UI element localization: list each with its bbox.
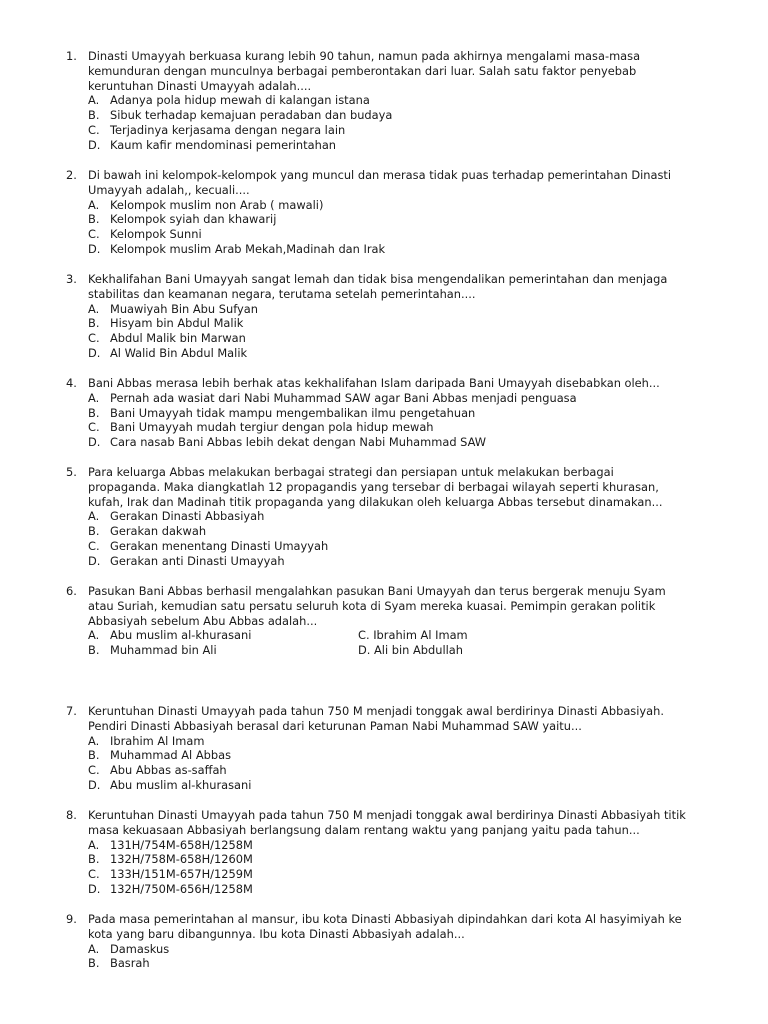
question-3 xyxy=(66,272,726,361)
option-c xyxy=(88,123,726,138)
option-a xyxy=(88,93,726,108)
question-text: Para keluarga Abbas melakukan berbagai strategi dan persiapan untuk melakukan berbagai propaganda. Maka diangkatlah 12 propagandis yang tersebar di berbagai wilayah seperti khurasan, kufah, Irak dan Madinah titik propaganda yang dilakukan oleh keluarga Abbas tersebut dinamakan... xyxy=(88,465,663,509)
option-c xyxy=(88,763,726,778)
question-6 xyxy=(66,584,726,658)
option-list xyxy=(88,198,726,257)
option-a xyxy=(88,942,726,957)
option-list xyxy=(88,93,726,152)
option-text: Muawiyah Bin Abu Sufyan xyxy=(110,301,258,316)
option-list xyxy=(88,942,726,972)
option-b xyxy=(88,406,726,421)
option-text: Gerakan menentang Dinasti Umayyah xyxy=(110,538,329,553)
option-text: Kelompok muslim non Arab ( mawali) xyxy=(110,197,324,212)
option-d xyxy=(88,346,726,361)
option-letter: B. xyxy=(88,405,100,420)
option-c xyxy=(88,539,726,554)
option-letter: A. xyxy=(88,733,100,748)
option-list xyxy=(88,734,726,793)
option-b xyxy=(88,748,726,763)
option-text: Gerakan anti Dinasti Umayyah xyxy=(110,553,285,568)
option-b xyxy=(88,524,726,539)
option-letter: A. xyxy=(88,301,100,316)
option-text: Adanya pola hidup mewah di kalangan istana xyxy=(110,93,370,108)
option-text: 132H/758M-658H/1260M xyxy=(110,852,253,867)
question-stem xyxy=(66,912,726,942)
option-letter: B. xyxy=(88,643,100,658)
option-c xyxy=(88,867,726,882)
option-text: Gerakan Dinasti Abbasiyah xyxy=(110,509,265,524)
option-letter: A. xyxy=(88,628,100,643)
option-letter: D. xyxy=(88,345,101,360)
option-text: Al Walid Bin Abdul Malik xyxy=(110,345,248,360)
option-text: Sibuk terhadap kemajuan peradaban dan budaya xyxy=(110,108,393,123)
option-a xyxy=(88,628,358,643)
option-b xyxy=(88,316,726,331)
option-d xyxy=(88,435,726,450)
option-letter: A. xyxy=(88,509,100,524)
question-stem xyxy=(66,168,726,198)
option-text: Bani Umayyah mudah tergiur dengan pola hidup mewah xyxy=(110,420,434,435)
question-number: 3. xyxy=(66,272,77,286)
question-stem xyxy=(66,272,726,302)
question-number: 2. xyxy=(66,168,77,182)
option-letter: D. xyxy=(88,435,101,450)
option-letter: B. xyxy=(88,956,100,971)
option-a xyxy=(88,302,726,317)
option-letter: A. xyxy=(88,390,100,405)
option-letter: C. xyxy=(88,867,100,882)
option-list xyxy=(88,391,726,450)
question-number: 6. xyxy=(66,584,77,598)
question-stem xyxy=(66,465,726,509)
option-c xyxy=(88,331,726,346)
option-text: Ibrahim Al Imam xyxy=(110,733,205,748)
option-d xyxy=(88,778,726,793)
option-letter: C. xyxy=(88,538,100,553)
question-4 xyxy=(66,376,726,450)
option-text: Muhammad bin Ali xyxy=(110,643,217,658)
option-b xyxy=(88,956,726,971)
option-c xyxy=(88,227,726,242)
option-letter: C. xyxy=(88,420,100,435)
option-letter: A. xyxy=(88,197,100,212)
option-letter: D. xyxy=(88,553,101,568)
question-number: 4. xyxy=(66,376,77,390)
question-7 xyxy=(66,704,726,793)
question-stem xyxy=(66,376,726,391)
option-text: Damaskus xyxy=(110,941,170,956)
option-a xyxy=(88,509,726,524)
option-letter: A. xyxy=(88,93,100,108)
question-5 xyxy=(66,465,726,569)
option-text: Abu Abbas as-saffah xyxy=(110,763,227,778)
option-letter: C. xyxy=(88,227,100,242)
question-text: Keruntuhan Dinasti Umayyah pada tahun 750 M menjadi tonggak awal berdirinya Dinasti Abbasiyah. Pendiri Dinasti Abbasiyah berasal dari keturunan Paman Nabi Muhammad SAW yaitu... xyxy=(88,704,664,733)
question-number: 1. xyxy=(66,49,77,63)
option-text: Kaum kafir mendominasi pemerintahan xyxy=(110,137,337,152)
question-2 xyxy=(66,168,726,257)
option-text: Kelompok Sunni xyxy=(110,227,202,242)
question-stem xyxy=(66,49,726,93)
option-text: Basrah xyxy=(110,956,150,971)
option-d xyxy=(88,242,726,257)
option-text: Pernah ada wasiat dari Nabi Muhammad SAW agar Bani Abbas menjadi penguasa xyxy=(110,390,577,405)
question-number: 7. xyxy=(66,704,77,718)
option-d xyxy=(88,554,726,569)
question-text: Dinasti Umayyah berkuasa kurang lebih 90 tahun, namun pada akhirnya mengalami masa-masa kemunduran dengan munculnya berbagai pemberontakan dari luar. Salah satu faktor penyebab keruntuhan Dinasti Umayyah adalah.... xyxy=(88,49,641,93)
question-stem xyxy=(66,584,726,628)
option-letter: B. xyxy=(88,524,100,539)
option-text: 131H/754M-658H/1258M xyxy=(110,837,253,852)
question-text: Pasukan Bani Abbas berhasil mengalahkan pasukan Bani Umayyah dan terus bergerak menuju Syam atau Suriah, kemudian satu persatu seluruh kota di Syam mereka kuasai. Pemimpin gerakan politik Abbasiyah sebelum Abu Abbas adalah... xyxy=(88,584,666,628)
option-text: Hisyam bin Abdul Malik xyxy=(110,316,244,331)
option-letter: B. xyxy=(88,748,100,763)
option-letter: A. xyxy=(88,941,100,956)
option-b xyxy=(88,212,726,227)
question-number: 8. xyxy=(66,808,77,822)
option-c xyxy=(88,420,726,435)
question-1 xyxy=(66,49,726,153)
option-letter: C. xyxy=(88,122,100,137)
option-b xyxy=(88,643,358,658)
option-letter: B. xyxy=(88,316,100,331)
option-list xyxy=(88,302,726,361)
option-text: Cara nasab Bani Abbas lebih dekat dengan Nabi Muhammad SAW xyxy=(110,435,487,450)
option-text: Bani Umayyah tidak mampu mengembalikan ilmu pengetahuan xyxy=(110,405,476,420)
option-text: Muhammad Al Abbas xyxy=(110,748,232,763)
question-stem xyxy=(66,704,726,734)
option-a xyxy=(88,838,726,853)
option-a xyxy=(88,734,726,749)
option-list xyxy=(88,509,726,568)
option-text: Kelompok syiah dan khawarij xyxy=(110,212,277,227)
option-grid xyxy=(88,628,726,658)
question-stem xyxy=(66,808,726,838)
option-text: Kelompok muslim Arab Mekah,Madinah dan Irak xyxy=(110,241,386,256)
option-text: Abu muslim al-khurasani xyxy=(110,628,252,643)
option-list xyxy=(88,838,726,897)
option-letter: D. xyxy=(88,777,101,792)
question-text: Bani Abbas merasa lebih berhak atas kekhalifahan Islam daripada Bani Umayyah disebabkan oleh... xyxy=(88,376,660,390)
option-c xyxy=(358,628,658,643)
option-text: D. Ali bin Abdullah xyxy=(358,643,463,658)
question-text: Pada masa pemerintahan al mansur, ibu kota Dinasti Abbasiyah dipindahkan dari kota Al hasyimiyah ke kota yang baru dibangunnya. Ibu kota Dinasti Abbasiyah adalah... xyxy=(88,912,682,941)
question-number: 5. xyxy=(66,465,77,479)
option-a xyxy=(88,198,726,213)
option-a xyxy=(88,391,726,406)
option-letter: C. xyxy=(88,331,100,346)
question-text: Keruntuhan Dinasti Umayyah pada tahun 750 M menjadi tonggak awal berdirinya Dinasti Abbasiyah titik masa kekuasaan Abbasiyah berlangsung dalam rentang waktu yang panjang yaitu pada tahun... xyxy=(88,808,686,837)
option-letter: D. xyxy=(88,241,101,256)
option-b xyxy=(88,108,726,123)
option-text: Terjadinya kerjasama dengan negara lain xyxy=(110,122,346,137)
option-letter: C. xyxy=(88,763,100,778)
option-text: Gerakan dakwah xyxy=(110,524,207,539)
option-letter: A. xyxy=(88,837,100,852)
option-text: Abu muslim al-khurasani xyxy=(110,777,252,792)
option-text: Abdul Malik bin Marwan xyxy=(110,331,246,346)
option-letter: B. xyxy=(88,108,100,123)
option-d xyxy=(88,882,726,897)
option-letter: D. xyxy=(88,881,101,896)
question-8 xyxy=(66,808,726,897)
option-d xyxy=(88,138,726,153)
option-text: 133H/151M-657H/1259M xyxy=(110,867,253,882)
question-text: Kekhalifahan Bani Umayyah sangat lemah dan tidak bisa mengendalikan pemerintahan dan menjaga stabilitas dan keamanan negara, terutama setelah pemerintahan.... xyxy=(88,272,668,301)
question-number: 9. xyxy=(66,912,77,926)
option-text: 132H/750M-656H/1258M xyxy=(110,881,253,896)
option-b xyxy=(88,852,726,867)
question-9 xyxy=(66,912,726,971)
question-text: Di bawah ini kelompok-kelompok yang muncul dan merasa tidak puas terhadap pemerintahan Dinasti Umayyah adalah,, kecuali.... xyxy=(88,168,672,197)
option-text: C. Ibrahim Al Imam xyxy=(358,628,468,643)
option-d xyxy=(358,643,658,658)
option-letter: B. xyxy=(88,212,100,227)
option-letter: D. xyxy=(88,137,101,152)
option-letter: B. xyxy=(88,852,100,867)
